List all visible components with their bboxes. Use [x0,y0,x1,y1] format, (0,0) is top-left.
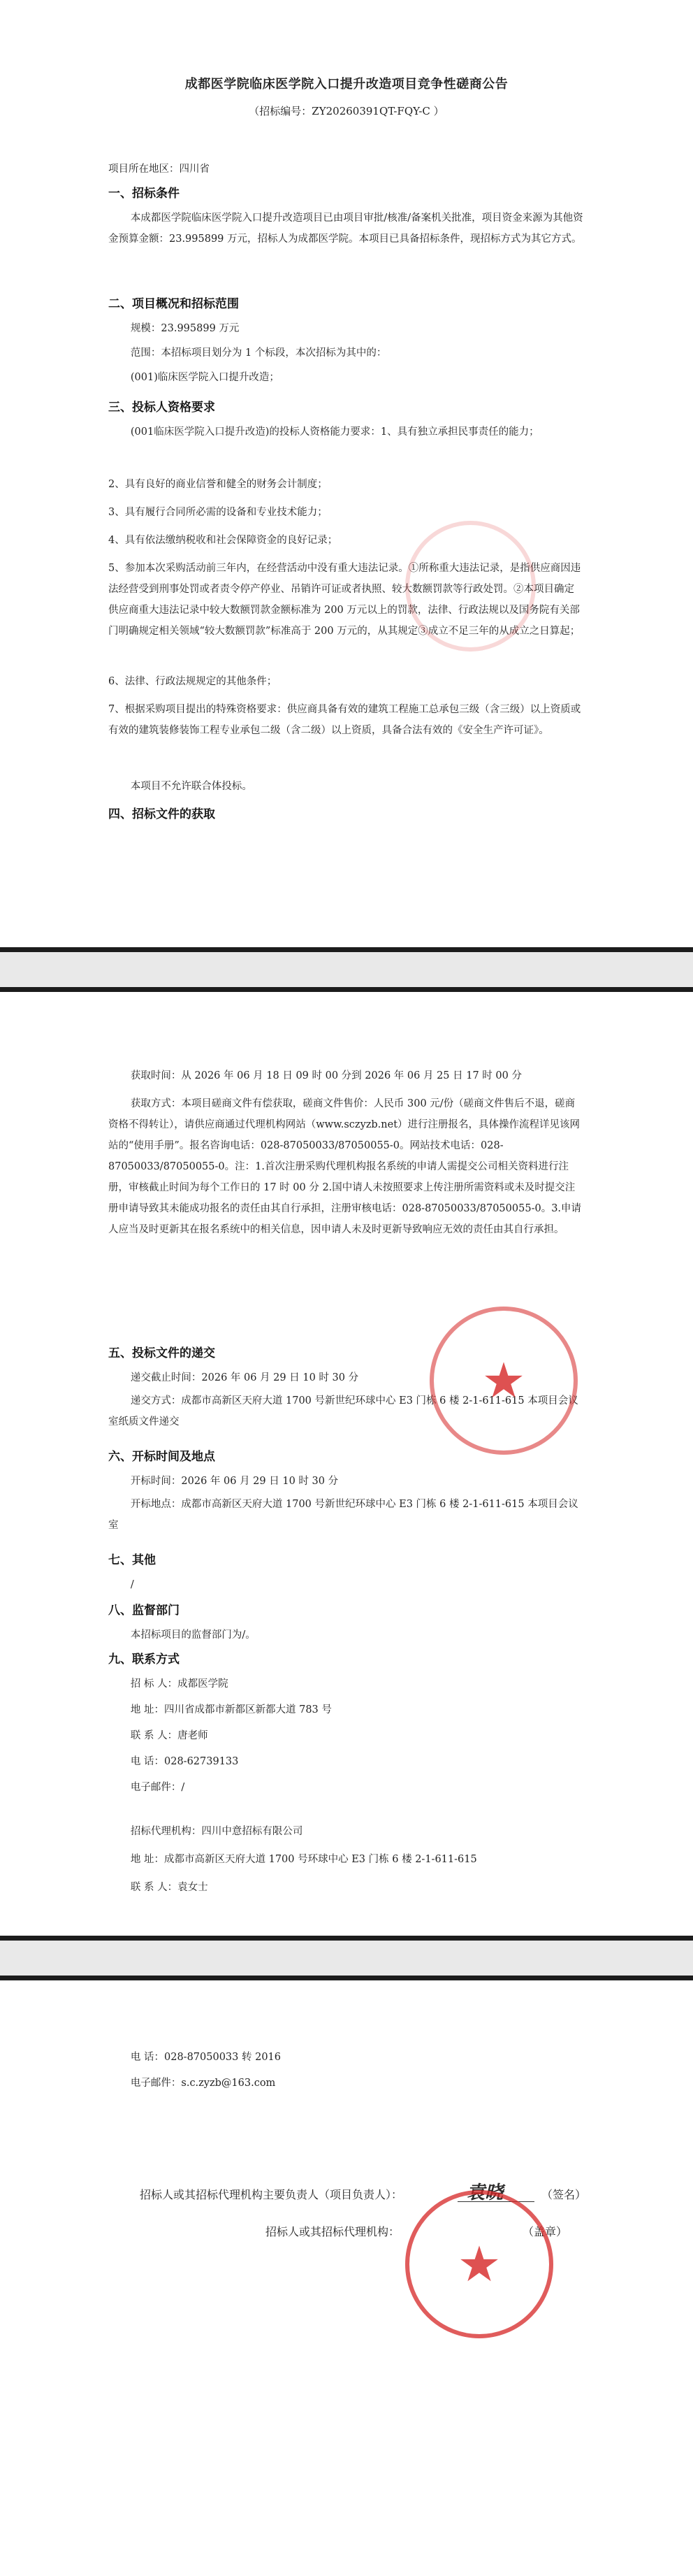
qualification-4: 4、具有依法缴纳税收和社会保障资金的良好记录； [108,535,338,546]
joint-bid-note: 本项目不允许联合体投标。 [130,781,252,792]
other-text: / [130,1579,134,1590]
acquisition-time: 获取时间：从 2026 年 06 月 18 日 09 时 00 分到 2026 年 06 月 25 日 17 时 00 分 [130,1070,522,1081]
submission-place: 递交方式：成都市高新区天府大道 1700 号新世纪环球中心 E3 门栋 6 楼 2-1-611-615 本项目会议室纸质文件递交 [108,1395,578,1427]
signature-mark: （签名） [541,2188,587,2201]
seal-label: 招标人或其招标代理机构： [265,2225,400,2238]
submission-deadline: 递交截止时间：2026 年 06 月 29 日 10 时 30 分 [130,1372,359,1383]
opening-time: 开标时间：2026 年 06 月 29 日 10 时 30 分 [130,1476,339,1487]
agent-address: 地 址：成都市高新区天府大道 1700 号环球中心 E3 门栋 6 楼 2-1-611-615 [130,1854,477,1865]
signature-label: 招标人或其招标代理机构主要负责人（项目负责人）： [140,2188,403,2201]
owner-contact: 联 系 人：唐老师 [130,1730,208,1741]
project-scale: 规模：23.995899 万元 [130,323,240,334]
agent-email: 电子邮件：s.c.zyzb@163.com [130,2078,276,2089]
owner-email: 电子邮件：/ [130,1782,185,1793]
page-title: 成都医学院临床医学院入口提升改造项目竞争性磋商公告 [184,77,509,92]
section-2-heading: 二、项目概况和招标范围 [108,297,239,311]
seal-stamp-faint [405,521,536,652]
page-1 [0,0,693,947]
section-9-heading: 九、联系方式 [108,1653,180,1667]
star-icon: ★ [481,1352,526,1409]
page-3 [0,1980,693,2576]
page-gap [0,1941,693,1976]
seal-stamp [430,1307,578,1455]
company-seal-stamp [405,2190,553,2338]
qualification-5: 5、参加本次采购活动前三年内，在经营活动中没有重大违法记录。①所称重大违法记录，是指供应商因违法经营受到刑事处罚或者责令停产停业、吊销许可证或者执照、较大数额罚款等行政处罚。②本项目确定供应商重大违法记录中较大数额罚款金额标准为 200 万元以上的罚款，法律、行政法规以及国务院有关部门明确规定相关领域“较大数额罚款”标准高于 200 万元的，从其规定③成立不足三年的从成立之日算起； [108,563,581,637]
page-2 [0,992,693,1936]
section-3-heading: 三、投标人资格要求 [108,401,215,415]
owner-name: 招 标 人：成都医学院 [130,1678,228,1690]
qualification-1: (001临床医学院入口提升改造)的投标人资格能力要求：1、具有独立承担民事责任的能力； [130,426,539,438]
bid-number: （招标编号：ZY20260391QT-FQY-C ） [249,105,444,117]
page-separator [0,947,693,952]
opening-place: 开标地点：成都市高新区天府大道 1700 号新世纪环球中心 E3 门栋 6 楼 2-1-611-615 本项目会议室 [108,1499,578,1531]
page-separator [0,1976,693,1980]
seal-mark: （盖章） [523,2225,568,2238]
owner-address: 地 址：四川省成都市新都区新都大道 783 号 [130,1704,332,1715]
qualification-2: 2、具有良好的商业信誉和健全的财务会计制度； [108,479,328,490]
page-gap [0,952,693,987]
page-separator [0,1936,693,1941]
project-lot: (001)临床医学院入口提升改造； [130,372,279,383]
page-separator [0,987,693,992]
qualification-3: 3、具有履行合同所必需的设备和专业技术能力； [108,507,328,518]
section-1-text: 本成都医学院临床医学院入口提升改造项目已由项目审批/核准/备案机关批准，项目资金来源为其他资金预算金额：23.995899 万元，招标人为成都医学院。本项目已具备招标条件，现招标方式为其它方式。 [108,213,583,245]
section-8-heading: 八、监督部门 [108,1604,180,1618]
section-6-heading: 六、开标时间及地点 [108,1450,215,1464]
section-5-heading: 五、投标文件的递交 [108,1346,215,1360]
star-icon: ★ [457,2236,502,2293]
supervision-text: 本招标项目的监督部门为/。 [130,1629,256,1641]
owner-phone: 电 话：028-62739133 [130,1756,239,1767]
qualification-7: 7、根据采购项目提出的特殊资格要求：供应商具备有效的建筑工程施工总承包三级（含三级）以上资质或有效的建筑装修装饰工程专业承包二级（含二级）以上资质，具备合法有效的《安全生产许可证》。 [108,704,581,736]
signature-image: 袁晓 [467,2182,504,2203]
acquisition-method: 获取方式：本项目磋商文件有偿获取，磋商文件售价：人民币 300 元/份（磋商文件售后不退，磋商资格不得转让），请供应商通过代理机构网站（www.sczyzb.net）进行注册报名，具体操作流程详见该网站的“使用手册”。报名咨询电话：028-87050033/87050055-0。网站技术电话：028-87050033/87050055-0。注：1.首次注册采购代理机构报名系统的申请人需提交公司相关资料进行注册，审核截止时间为每个工作日的 17 时 00 分 2.国中请人未按照要求上传注册所需资料或未及时提交注册申请导致其未能成功报名的责任由其自行承担，注册审核电话：028-87050033/87050055-0。3.申请人应当及时更新其在报名系统中的相关信息，因申请人未及时更新导致响应无效的责任由其自行承担。 [108,1098,582,1235]
project-region: 项目所在地区：四川省 [108,164,210,175]
section-7-heading: 七、其他 [108,1553,156,1567]
agent-name: 招标代理机构：四川中意招标有限公司 [130,1826,303,1837]
project-scope: 范围：本招标项目划分为 1 个标段，本次招标为其中的： [130,347,387,359]
section-1-heading: 一、招标条件 [108,187,180,201]
qualification-6: 6、法律、行政法规规定的其他条件； [108,676,277,687]
section-4-heading: 四、招标文件的获取 [108,807,215,821]
agent-phone: 电 话：028-87050033 转 2016 [130,2052,281,2063]
agent-contact: 联 系 人：袁女士 [130,1882,208,1893]
